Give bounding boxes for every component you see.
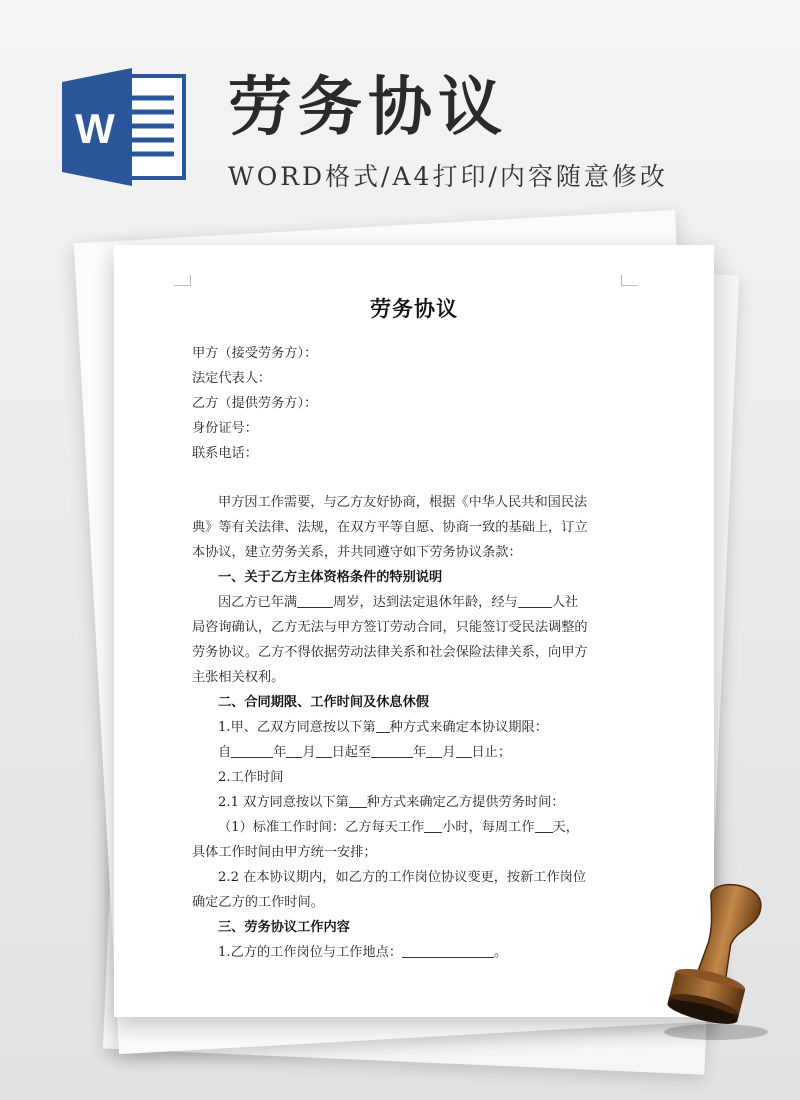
document-title: 劳务协议	[370, 296, 458, 321]
clause-line: 1.乙方的工作岗位与工作地点： 。	[192, 940, 626, 965]
clause-line: 2.1 双方同意按以下第 种方式来确定乙方提供劳务时间：	[192, 790, 626, 815]
party-line: 法定代表人：	[192, 371, 272, 386]
banner-title: 劳务协议	[228, 71, 508, 145]
intro-line: 甲方因工作需要，与乙方友好协商，根据《中华人民共和国民法	[218, 495, 588, 510]
party-line: 身份证号：	[192, 421, 258, 436]
stamp-icon	[646, 872, 776, 1042]
section-heading: 二、合同期限、工作时间及休息休假	[218, 695, 429, 710]
section1-line: 局咨询确认，乙方无法与甲方签订劳动合同，只能签订受民法调整的	[192, 620, 588, 635]
clause-line: 2.2 在本协议期内，如乙方的工作岗位协议变更，按新工作岗位	[218, 870, 587, 885]
crop-mark-left	[174, 275, 191, 286]
section-heading: 三、劳务协议工作内容	[218, 920, 350, 935]
document-page	[114, 245, 714, 1017]
date-row: 自 年 月 日起至 年 月 日止；	[192, 740, 626, 765]
word-icon-letter: W	[75, 105, 115, 152]
section1-line: 劳务协议。乙方不得依据劳动法律关系和社会保险法律关系，向甲方	[192, 645, 588, 660]
word-icon	[62, 68, 190, 186]
clause-line: （1）标准工作时间：乙方每天工作 小时，每周工作 天，	[192, 815, 626, 840]
intro-line: 本协议，建立劳务关系，并共同遵守如下劳务协议条款：	[192, 545, 522, 560]
party-line: 联系电话：	[192, 446, 258, 461]
crop-mark-right	[621, 275, 638, 286]
banner-subtitle: WORD格式/A4打印/内容随意修改	[228, 162, 668, 191]
section-heading: 一、关于乙方主体资格条件的特别说明	[218, 570, 443, 585]
clause-line: 具体工作时间由甲方统一安排；	[192, 845, 377, 860]
clause-line: 确定乙方的工作时间。	[192, 895, 324, 910]
clause-line: 2.工作时间	[218, 770, 284, 785]
document-body	[192, 341, 626, 965]
party-line: 乙方（提供劳务方）：	[192, 396, 318, 411]
section1-line: 主张相关权利。	[192, 670, 285, 685]
party-line: 甲方（接受劳务方）：	[192, 346, 318, 361]
section1-line: 因乙方已年满 周岁，达到法定退休年龄，经与 人社	[192, 590, 626, 615]
clause-line: 1.甲、乙双方同意按以下第 种方式来确定本协议期限：	[192, 715, 626, 740]
intro-line: 典》等有关法律、法规，在双方平等自愿、协商一致的基础上，订立	[192, 520, 588, 535]
